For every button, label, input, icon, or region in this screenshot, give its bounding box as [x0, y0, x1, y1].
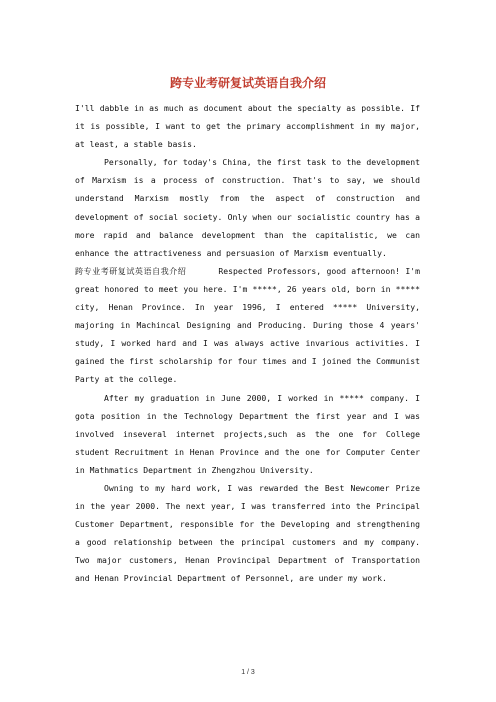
document-body: [75, 99, 420, 588]
paragraph-5: Owning to my hard work, I was rewarded the Best Newcomer Prize in the year 2000. The next year, I was transferred into the Principal Customer Department, responsible for the Developing and strengthening a good relationship between the principal customers and my company. Two major customers, Henan Provincipal Department of Transportation and Henan Provincial Department of Personnel, are under my work.: [75, 482, 420, 584]
paragraph-2: Personally, for today's China, the first task to the development of Marxism is a process of construction. That's to say, we should understand Marxism mostly from the aspect of construction and development of social society. Only when our socialistic country has a more rapid and balance development than the capitalistic, we can enhance the attractiveness and persuasion of Marxism eventually.: [75, 157, 420, 258]
section-heading: 跨专业考研复试英语自我介绍: [75, 265, 187, 276]
page-number: 1 / 3: [241, 669, 255, 676]
paragraph-1: I'll dabble in as much as document about the specialty as possible. If it is possible, I want to get the primary accomplishment in my major, at least, a stable basis.: [75, 103, 420, 150]
intro-text: Respected Professors, good afternoon! I'm great honored to meet you here. I'm *****, 26 years old, born in ***** city, Henan Province. In year 1996, I entered ***** University, majoring in Machincal Designing and Producing. During those 4 years' study, I worked hard and I was always active invarious activities. I gained the first scholarship for four times and I joined the Communist Party at the college.: [75, 265, 420, 385]
paragraph-4: After my graduation in June 2000, I worked in ***** company. I gota position in the Technology Department the first year and I was involved inseveral internet projects,such as the one for College student Recruitment in Henan Province and the one for Computer Center in Mathmatics Department in Zhengzhou University.: [75, 392, 420, 475]
paragraph-3: [75, 262, 420, 389]
document-title: 跨专业考研复试英语自我介绍: [169, 76, 326, 90]
